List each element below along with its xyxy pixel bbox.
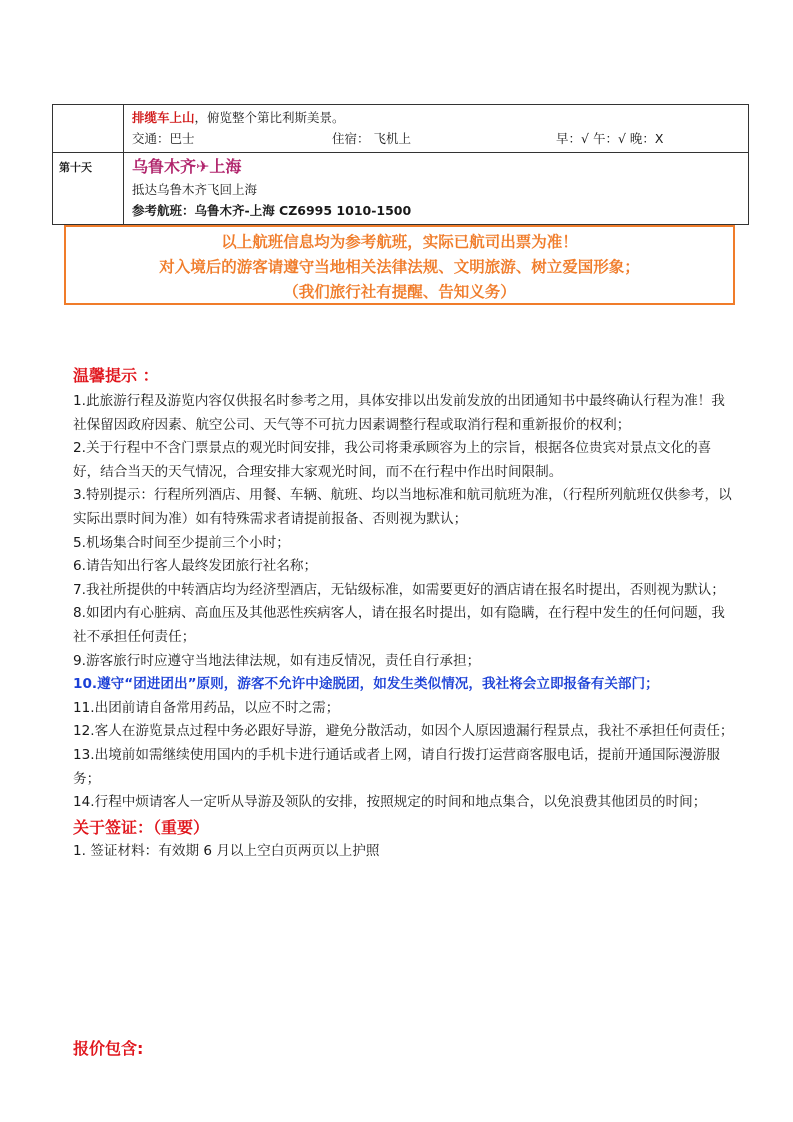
tips-title: 温馨提示 ： — [73, 366, 159, 385]
tip-item: 12.客人在游览景点过程中务必跟好导游，避免分散活动，如因个人原因遗漏行程景点，我社不承担任何责任； — [73, 723, 734, 740]
visa-title: 关于签证：（重要） — [73, 817, 210, 837]
meals-info: 早：√ 午：√ 晚：X — [556, 131, 664, 146]
stay-info: 住宿： 飞机上 — [332, 131, 411, 146]
tip-item: 13.出境前如需继续使用国内的手机卡进行通话或者上网，请自行拨打运营商客服电话，提前开通国际漫游服务； — [73, 746, 720, 787]
price-includes-title: 报价包含: — [73, 1039, 144, 1058]
tip-item: 11.出团前请自备常用药品，以应不时之需； — [73, 699, 340, 716]
notice-line-3: （我们旅行社有提醒、告知义务） — [283, 283, 516, 301]
itinerary-row-day10 — [53, 153, 749, 225]
notice-box — [64, 225, 735, 305]
notice-line-1: 以上航班信息均为参考航班，实际已航司出票为准！ — [221, 233, 578, 251]
day-label-cell: 第十天 — [53, 153, 124, 225]
reference-flight: 参考航班：乌鲁木齐-上海 CZ6995 1010-1500 — [132, 203, 412, 218]
day-description — [132, 107, 740, 128]
visa-item: 1. 签证材料：有效期 6 月以上空白页两页以上护照 — [73, 842, 380, 859]
day-content-cell — [124, 105, 749, 153]
tip-item: 2.关于行程中不含门票景点的观光时间安排，我公司将秉承顾容为上的宗旨，根据各位贵宾对景点文化的喜好，结合当天的天气情况，合理安排大家观光时间，而不在行程中作出时间限制。 — [73, 440, 712, 480]
notice-line-2: 对入境后的游客请遵守当地相关法律法规、文明旅游、树立爱国形象； — [159, 258, 640, 276]
tip-item: 14.行程中烦请客人一定听从导游及领队的安排，按照规定的时间和地点集合，以免浪费其他团员的时间； — [73, 794, 707, 811]
tip-item: 8.如团内有心脏病、高血压及其他恶性疾病客人，请在报名时提出，如有隐瞒，在行程中发生的任何问题，我社不承担任何责任； — [73, 605, 725, 645]
day-meta-row — [132, 128, 740, 149]
tip-item: 1.此旅游行程及游览内容仅供报名时参考之用，具体安排以出发前发放的出团通知书中最终确认行程为准！我社保留因政府因素、航空公司、天气等不可抗力因素调整行程或取消行程和重新报价的权利； — [73, 393, 725, 433]
highlight-text: 排缆车上山 — [132, 110, 195, 125]
day-content-cell — [124, 153, 749, 225]
day-description: 抵达乌鲁木齐飞回上海 — [132, 182, 258, 197]
itinerary-row-prev-day — [53, 105, 749, 153]
day-title: 乌鲁木齐✈上海 — [132, 157, 242, 176]
tip-item: 7.我社所提供的中转酒店均为经济型酒店，无钻级标准，如需要更好的酒店请在报名时提出，否则视为默认； — [73, 581, 725, 598]
tips-section — [73, 364, 735, 863]
traffic-info: 交通：巴士 — [132, 131, 195, 146]
tip-item: 6.请告知出行客人最终发团旅行社名称； — [73, 558, 318, 575]
description-text: ，俯览整个第比利斯美景。 — [194, 110, 345, 125]
day-label-cell — [53, 105, 124, 153]
itinerary-table — [52, 104, 749, 225]
tip-item: 5.机场集合时间至少提前三个小时； — [73, 534, 290, 551]
tip-item: 9.游客旅行时应遵守当地法律法规，如有违反情况，责任自行承担； — [73, 652, 481, 669]
tip-item-important: 10.遵守“团进团出”原则，游客不允许中途脱团，如发生类似情况，我社将会立即报备有关部门； — [73, 676, 659, 693]
tip-item: 3.特别提示：行程所列酒店、用餐、车辆、航班、均以当地标准和航司航班为准，（行程所列航班仅供参考，以实际出票时间为准）如有特殊需求者请提前报备、否则视为默认； — [73, 487, 732, 527]
